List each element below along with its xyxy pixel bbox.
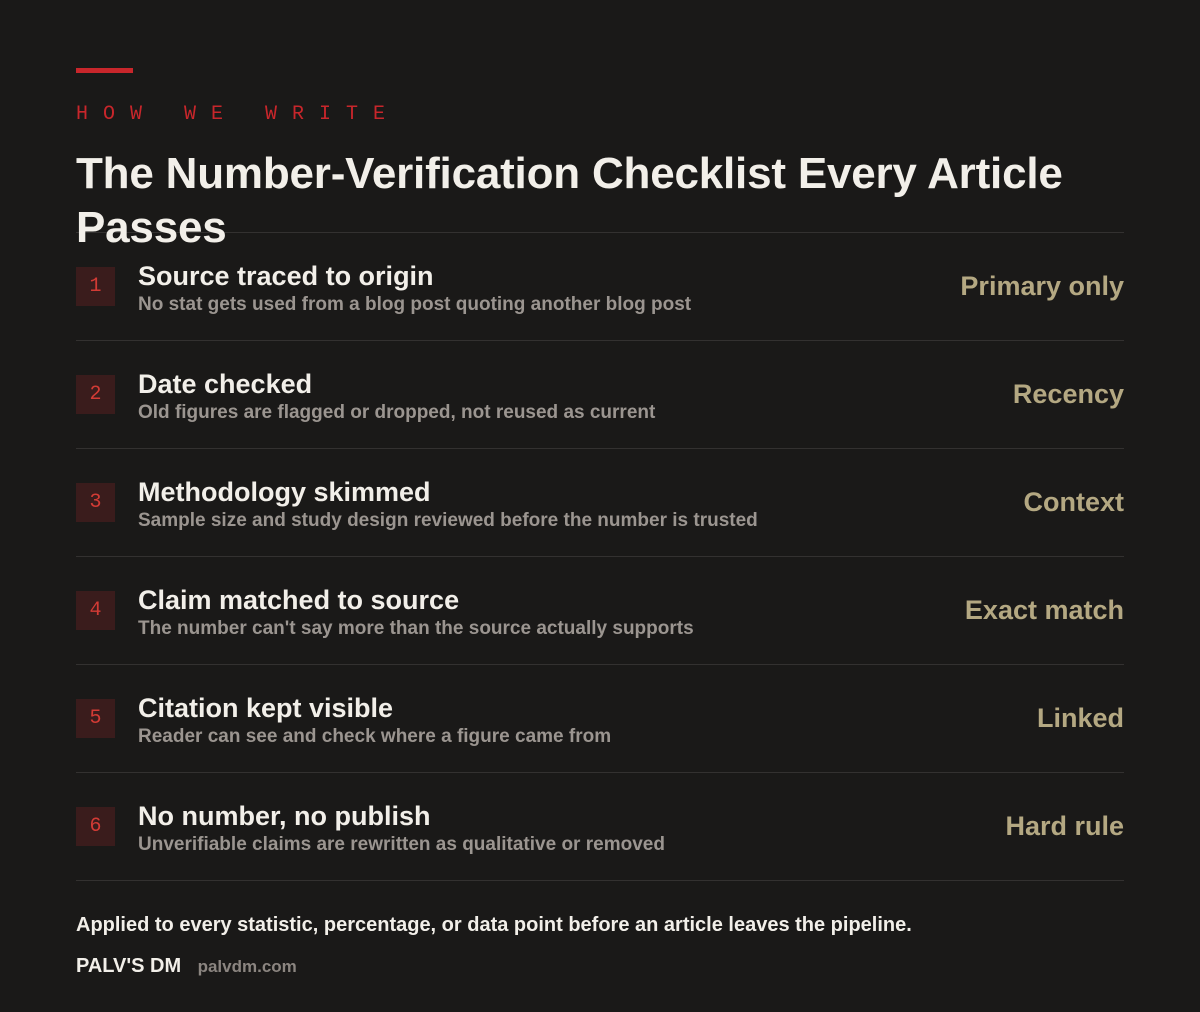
step-number-badge: 6 (76, 807, 115, 846)
step-description: Reader can see and check where a figure came from (138, 726, 612, 747)
step-title: Methodology skimmed (138, 477, 431, 507)
checklist-item-6 (76, 773, 1124, 881)
step-number-badge: 5 (76, 699, 115, 738)
step-number-badge: 4 (76, 591, 115, 630)
step-description: No stat gets used from a blog post quoting another blog post (138, 294, 692, 315)
step-description: The number can't say more than the source actually supports (138, 618, 694, 639)
step-tag: Linked (1036, 703, 1124, 733)
checklist-item-3 (76, 449, 1124, 557)
checklist-item-4 (76, 557, 1124, 665)
footer-note: Applied to every statistic, percentage, or data point before an article leaves the pipeline. (76, 914, 912, 936)
step-description: Sample size and study design reviewed before the number is trusted (138, 510, 758, 531)
checklist (76, 232, 1124, 881)
step-tag: Exact match (964, 595, 1124, 625)
step-title: No number, no publish (138, 801, 431, 831)
step-title: Citation kept visible (138, 693, 394, 723)
step-tag: Context (1023, 487, 1124, 517)
step-number-badge: 2 (76, 375, 115, 414)
step-title: Date checked (138, 369, 313, 399)
step-number-badge: 3 (76, 483, 115, 522)
step-title: Source traced to origin (138, 261, 434, 291)
step-tag: Hard rule (1005, 811, 1124, 841)
page-title: The Number-Verification Checklist Every Article Passes (76, 149, 1063, 252)
checklist-card (76, 68, 1124, 977)
checklist-item-5 (76, 665, 1124, 773)
step-number-badge: 1 (76, 267, 115, 306)
accent-bar (76, 68, 133, 73)
brand-line (76, 954, 297, 980)
step-tag: Primary only (960, 271, 1124, 301)
checklist-item-2 (76, 341, 1124, 449)
eyebrow-label: HOW WE WRITE (76, 103, 401, 126)
step-description: Old figures are flagged or dropped, not reused as current (138, 402, 656, 423)
step-title: Claim matched to source (138, 585, 460, 615)
step-tag: Recency (1012, 379, 1124, 409)
step-description: Unverifiable claims are rewritten as qualitative or removed (138, 834, 665, 855)
brand-domain: palvdm.com (197, 957, 297, 976)
brand-name: PALV'S DM (76, 955, 182, 977)
